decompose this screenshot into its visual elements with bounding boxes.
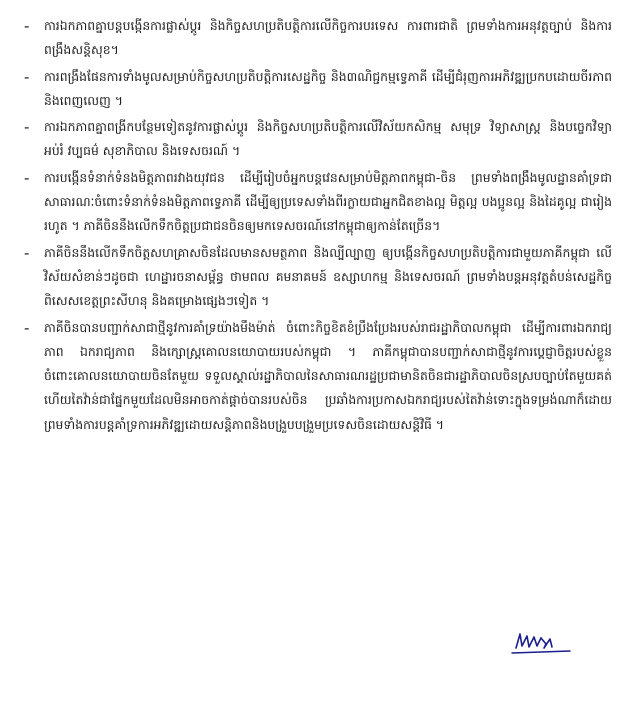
- list-item: [18, 166, 612, 239]
- bullet-marker: -: [24, 67, 30, 86]
- list-item: [18, 316, 612, 437]
- bullet-marker: -: [24, 168, 30, 187]
- list-item: [18, 14, 612, 63]
- paragraph-security-cooperation: ការឯកភាពគ្នាបន្តបង្កើនការផ្លាស់ប្តូរ និងកិច្ចសហប្រតិបត្តិការលើកិច្ចការបរទេស ការពារជាតិ ព្រមទាំងការអនុវត្តច្បាប់ និងការពង្រឹងសន្តិសុខ។: [44, 18, 612, 58]
- list-item: [18, 115, 612, 164]
- bullet-marker: -: [24, 318, 30, 337]
- paragraph-enterprise-cooperation: ភាគីចិននឹងលើកទឹកចិត្តសហគ្រាសចិនដែលមានសមត្ថភាព និងល្បីល្បាញ ឲ្យបង្កើនកិច្ចសហប្រតិបត្តិការជាមួយភាគីកម្ពុជា លើវិស័យសំខាន់ៗដូចជា ហេដ្ឋារចនាសម្ព័ន្ធ ថាមពល គមនាគមន៍ ឧស្សាហកម្ម និងទេសចរណ៍ ព្រមទាំងបន្តអនុវត្តតំបន់សេដ្ឋកិច្ចពិសេសខេត្តព្រះសីហនុ និងគម្រោងផ្សេងៗទៀត ។: [44, 244, 612, 309]
- paragraph-youth-friendship: ការបង្កើនទំនាក់ទំនងមិត្តភាពរវាងយុវជន ដើម្បីរៀបចំអ្នកបន្តវេនសម្រាប់មិត្តភាពកម្ពុជា-ចិន ព្រមទាំងពង្រឹងមូលដ្ឋានគាំទ្រជាសាធារណៈចំពោះទំនាក់ទំនងមិត្តភាពទ្វេភាគី ដើម្បីឲ្យប្រទេសទាំងពីរក្លាយជាអ្នកជិតខាងល្អ មិត្តល្អ បងប្អូនល្អ និងដៃគូល្អ ជារៀងរហូត ។ ភាគីចិននឹងលើកទឹកចិត្តប្រជាជនចិនឲ្យមកទេសចរណ៍នៅកម្ពុជាឲ្យកាន់តែច្រើន។: [44, 169, 612, 234]
- bullet-list: [18, 14, 612, 437]
- bullet-marker: -: [24, 243, 30, 262]
- paragraph-sovereignty-support: ភាគីចិនបានបញ្ជាក់សាជាថ្មីនូវការគាំទ្រយ៉ាងមឹងម៉ាត់ ចំពោះកិច្ចខិតខំប្រឹងប្រែងរបស់រាជរដ្ឋាភិបាលកម្ពុជា ដើម្បីការពារឯករាជ្យភាព ឯករាជ្យភាព និងក្សោស្ត្រគោលនយោបាយរបស់កម្ពុជា ។ ភាគីកម្ពុជាបានបញ្ជាក់សាជាថ្មីនូវការប្តេជ្ញាចិត្តរបស់ខ្លួនចំពោះគោលនយោបាយចិនតែមួយ ទទួលស្គាល់រដ្ឋាភិបាលនៃសាធារណរដ្ឋប្រជាមានិតចិនជារដ្ឋាភិបាលចិនស្របច្បាប់តែមួយគត់ ហើយតៃវ៉ាន់ជាផ្នែកមួយដែលមិនអាចកាត់ផ្តាច់បានរបស់ចិន ប្រឆាំងការប្រកាសឯករាជ្យរបស់តៃវ៉ាន់ទោះក្នុងទម្រង់ណាក៏ដោយ ព្រមទាំងការបន្តគាំទ្រការអភិវឌ្ឍដោយសន្តិភាពនិងបង្រួបបង្រួមប្រទេសចិនដោយសន្តិវិធី ។: [44, 319, 612, 432]
- bullet-marker: -: [24, 17, 30, 35]
- bullet-marker: -: [24, 118, 30, 137]
- paragraph-sector-exchanges: ការឯកភាពគ្នាពង្រីកបន្ថែមទៀតនូវការផ្លាស់ប្តូរ និងកិច្ចសហប្រតិបត្តិការលើវិស័យកសិកម្ម សមុទ្រ វិទ្យាសាស្ត្រ និងបច្ចេកវិទ្យា អប់រំ វប្បធម៌ សុខាភិបាល និងទេសចរណ៍ ។: [44, 119, 612, 159]
- list-item: [18, 241, 612, 314]
- handwritten-signature: [510, 628, 574, 658]
- list-item: [18, 65, 612, 114]
- paragraph-economic-cooperation: ការពង្រឹងផែនការទាំងមូលសម្រាប់កិច្ចសហប្រតិបត្តិការសេដ្ឋកិច្ច និង៣ណិជ្ជកម្មទ្វេភាគី ដើម្បីជំរុញការអភិវឌ្ឍប្រកបដោយចីរភាព និងពេញលេញ ។: [44, 68, 612, 108]
